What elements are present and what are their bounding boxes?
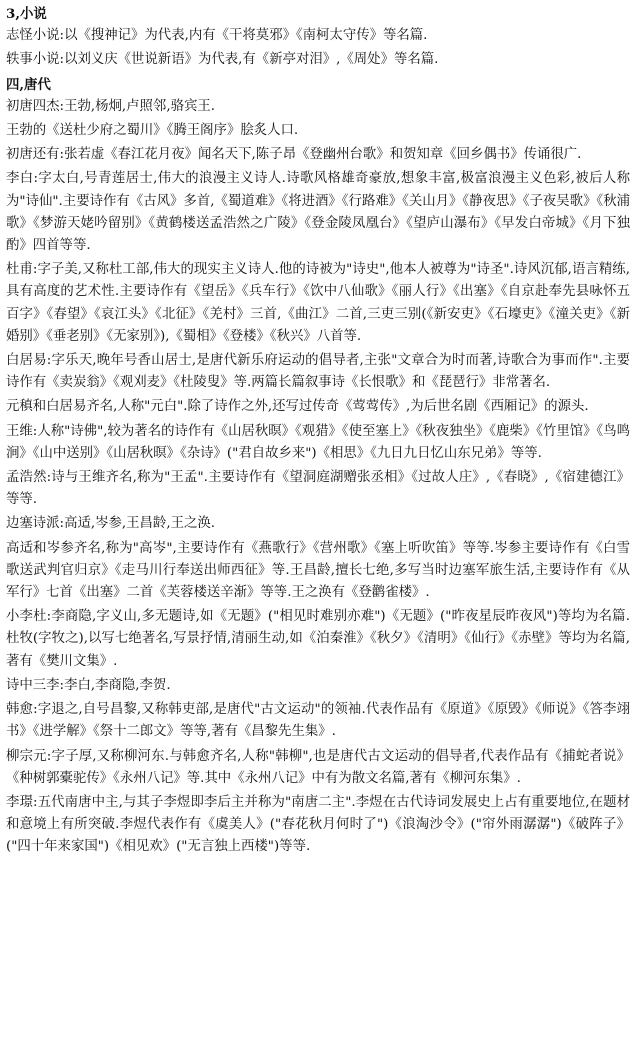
section-heading-novel: 3,小说 xyxy=(6,6,47,22)
paragraph-han-yu: 韩愈:字退之,自号昌黎,又称韩吏部,是唐代"古文运动"的领袖.代表作品有《原道》《原毁》《师说》《答李翊书》《进学解》《祭十二郎文》等等,著有《昌黎先生集》. xyxy=(6,702,630,740)
paragraph-four-talents: 初唐四杰:王勃,杨炯,卢照邻,骆宾王. xyxy=(6,98,216,114)
paragraph-yuan-zhen: 元稹和白居易齐名,人称"元白".除了诗作之外,还写过传奇《莺莺传》,为后世名剧《西厢记》的源头. xyxy=(6,399,589,415)
paragraph-du-fu: 杜甫:字子美,又称杜工部,伟大的现实主义诗人.他的诗被为"诗史",他本人被尊为"诗圣".诗风沉郁,语言精练,具有高度的艺术性.主要诗作有《望岳》《兵车行》《饮中八仙歌》《丽人行》《出塞》《自京赴奉先县咏怀五百字》《春望》《哀江头》《北征》《羌村》三首,《曲江》二首,三吏三别(《新安吏》《石壕吏》《潼关吏》《新婚别》《垂老别》《无家别》),《蜀相》《登楼》《秋兴》八首等. xyxy=(6,262,630,344)
paragraph-three-li: 诗中三李:李白,李商隐,李贺. xyxy=(6,677,171,693)
paragraph-li-bai: 李白:字太白,号青莲居士,伟大的浪漫主义诗人.诗歌风格雄奇豪放,想象丰富,极富浪漫主义色彩,被后人称为"诗仙".主要诗作有《古风》多首,《蜀道难》《将进酒》《行路难》《关山月》《静夜思》《子夜吴歌》《秋浦歌》《梦游天姥吟留别》《黄鹤楼送孟浩然之广陵》《登金陵凤凰台》《望庐山瀑布》《早发白帝城》《月下独酌》四首等等. xyxy=(6,171,630,254)
paragraph-yishi: 轶事小说:以刘义庆《世说新语》为代表,有《新亭对泪》,《周处》等名篇. xyxy=(6,52,439,68)
paragraph-wang-wei: 王维:人称"诗佛",较为著名的诗作有《山居秋暝》《观猎》《使至塞上》《秋夜独坐》《鹿柴》《竹里馆》《鸟鸣涧》《山中送别》《山居秋暝》《杂诗》("君自故乡来")《相思》《九日九日忆山东兄弟》等等. xyxy=(6,423,630,461)
paragraph-gao-cen: 高适和岑参齐名,称为"高岑",主要诗作有《燕歌行》《营州歌》《塞上听吹笛》等等.岑参主要诗作有《白雪歌送武判官归京》《走马川行奉送出师西征》等.王昌龄,擅长七绝,多写当时边塞军旅生活,主要诗作有《从军行》七首《出塞》二首《芙蓉楼送辛渐》等等.王之涣有《登鹳雀楼》. xyxy=(6,540,630,601)
paragraph-liu-zongyuan: 柳宗元:字子厚,又称柳河东.与韩愈齐名,人称"韩柳",也是唐代古文运动的倡导者,代表作品有《捕蛇者说》《种树郭橐驼传》《永州八记》等.其中《永州八记》中有为散文名篇,著有《柳河东集》. xyxy=(6,748,630,786)
paragraph-li-jing: 李璟:五代南唐中主,与其子李煜即李后主并称为"南唐二主".李煜在古代诗词发展史上占有重要地位,在题材和意境上有所突破.李煜代表作有《虞美人》("春花秋月何时了")《浪淘沙令》("帘外雨潺潺")《破阵子》("四十年来家国")《相见欢》("无言独上西楼")等等. xyxy=(6,794,630,855)
paragraph-meng-haoran: 孟浩然:诗与王维齐名,称为"王孟".主要诗作有《望洞庭湖赠张丞相》《过故人庄》,《春晓》,《宿建德江》等等. xyxy=(6,470,630,508)
section-heading-tang: 四,唐代 xyxy=(6,76,51,93)
paragraph-little-li-du: 小李杜:李商隐,字义山,多无题诗,如《无题》("相见时难别亦难")《无题》("昨夜星辰昨夜风")等均为名篇.杜牧(字牧之),以写七绝著名,写景抒情,清丽生动,如《泊秦淮》《秋夕》《清明》《仙行》《赤壁》等均为名篇,著有《樊川文集》. xyxy=(6,609,630,669)
paragraph-zhiguai: 志怪小说:以《搜神记》为代表,内有《干将莫邪》《南柯太守传》等名篇. xyxy=(6,28,428,44)
paragraph-early-tang: 初唐还有:张若虚《春江花月夜》闻名天下,陈子昂《登幽州台歌》和贺知章《回乡偶书》传诵很广. xyxy=(6,147,582,163)
paragraph-bai-juyi: 白居易:字乐天,晚年号香山居士,是唐代新乐府运动的倡导者,主张"文章合为时而著,诗歌合为事而作".主要诗作有《卖炭翁》《观刈麦》《杜陵叟》等.两篇长篇叙事诗《长恨歌》和《琵琶行》非常著名. xyxy=(6,353,630,391)
paragraph-frontier-school: 边塞诗派:高适,岑参,王昌龄,王之涣. xyxy=(6,516,216,532)
paragraph-wang-bo: 王勃的《送杜少府之蜀川》《腾王阁序》脍炙人口. xyxy=(6,123,299,139)
